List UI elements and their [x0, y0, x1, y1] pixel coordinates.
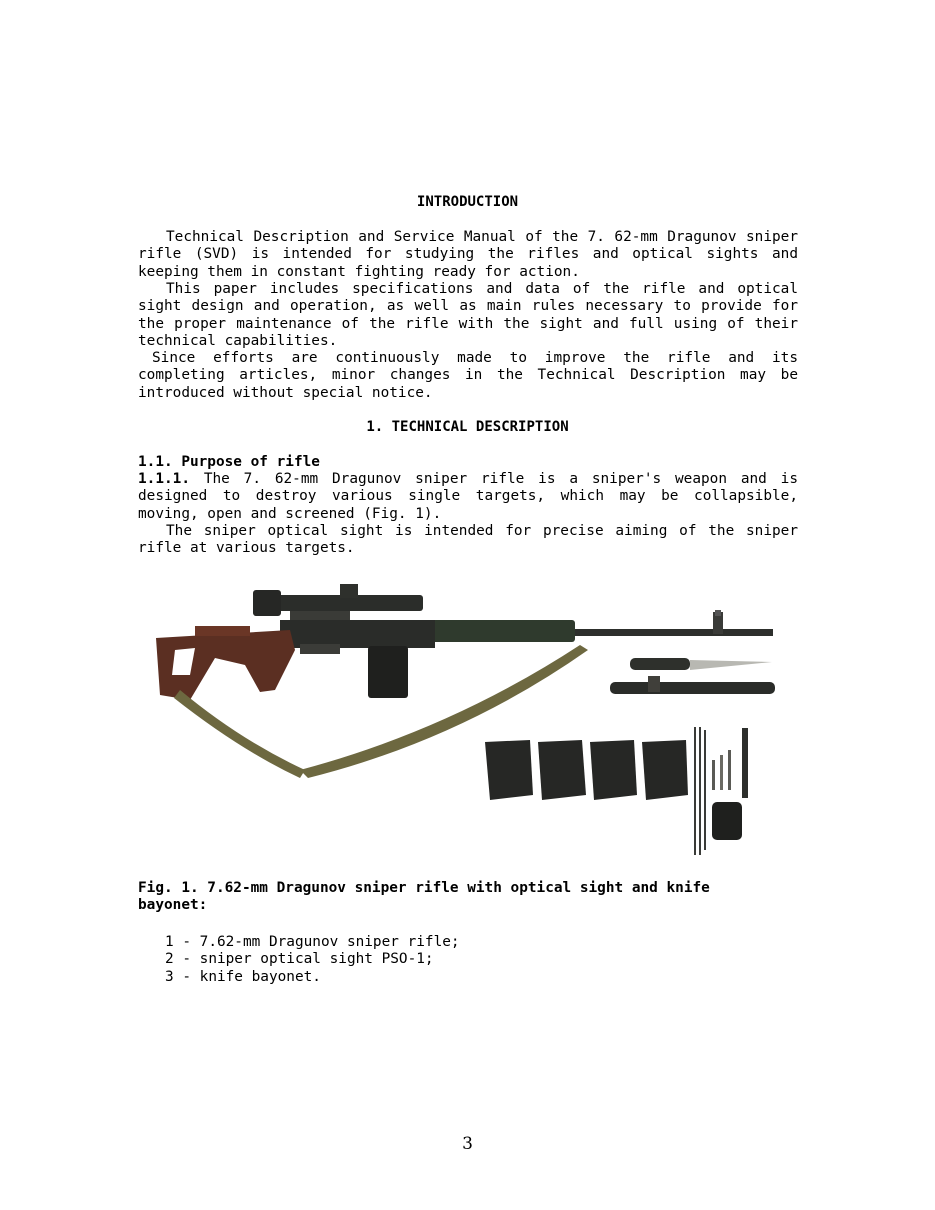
rifle-illustration — [156, 584, 775, 855]
rifle-photo — [150, 580, 785, 865]
section-heading: 1. TECHNICAL DESCRIPTION — [366, 419, 569, 435]
intro-paragraph-1: Technical Description and Service Manual of the 7. 62-mm Dragunov sniper rifle (SVD) is intended for studying the rifles and optical sights and keeping them in constant fighting ready for action. — [138, 229, 798, 280]
intro-paragraph-3: Since efforts are continuously made to improve the rifle and its completing articles, minor changes in the Technical Description may be introduced without special notice. — [138, 350, 798, 401]
clause-text: The 7. 62-mm Dragunov sniper rifle is a sniper's weapon and is designed to destroy various single targets, which may be collapsible, moving, open and screened (Fig. 1). — [138, 471, 798, 522]
legend-item: 3 - knife bayonet. — [165, 968, 321, 985]
legend-item: 2 - sniper optical sight PSO-1; — [165, 951, 434, 968]
clause-number: 1.1.1. — [138, 471, 190, 487]
subsection-heading: 1.1. Purpose of rifle — [138, 454, 320, 470]
legend-item: 1 - 7.62-mm Dragunov sniper rifle; — [165, 934, 460, 950]
clause-1-1-1 — [138, 471, 798, 523]
figure-legend — [165, 934, 460, 986]
sight-paragraph: The sniper optical sight is intended for precise aiming of the sniper rifle at various targets. — [138, 523, 798, 557]
intro-heading: INTRODUCTION — [416, 194, 519, 210]
page-number: 3 — [462, 1134, 473, 1154]
figure-caption: Fig. 1. 7.62-mm Dragunov sniper rifle with optical sight and knife bayonet: — [138, 880, 710, 914]
intro-paragraph-2: This paper includes specifications and data of the rifle and optical sight design and operation, as well as main rules necessary to provide for the proper maintenance of the rifle with the sight and full using of their technical capabilities. — [138, 281, 798, 349]
